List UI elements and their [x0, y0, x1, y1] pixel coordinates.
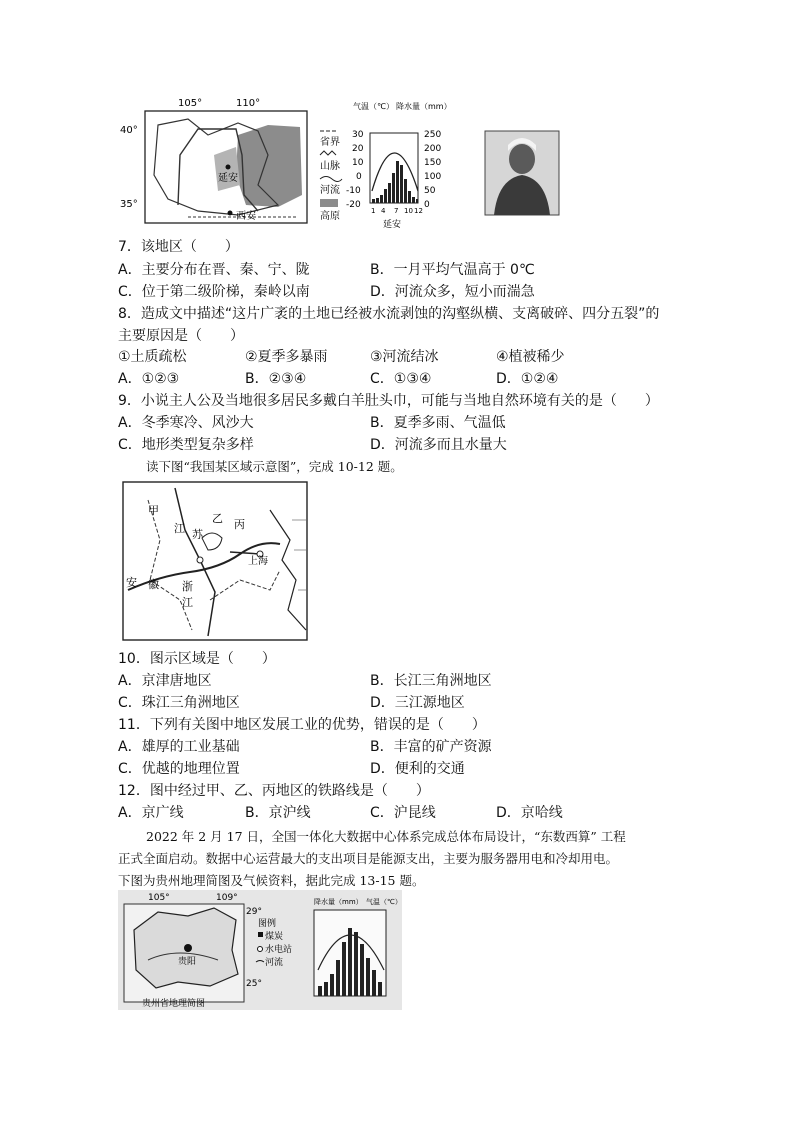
q9-option-b: B．夏季多雨、气温低 [370, 415, 506, 431]
q7-option-a: A．主要分布在晋、秦、宁、陇 [118, 262, 310, 278]
q12-stem: 12．图中经过甲、乙、丙地区的铁路线是（ ） [118, 783, 430, 799]
q7-stem: 7．该地区（ ） [118, 239, 239, 255]
g-legend-coal: 煤炭 [265, 932, 284, 942]
svg-text:20: 20 [352, 144, 364, 154]
lat-label-35: 35° [120, 199, 138, 210]
label-shanghai: 上海 [248, 556, 268, 567]
q7-option-c: C．位于第二级阶梯，秦岭以南 [118, 284, 310, 300]
g-legend-river: 河流 [265, 958, 284, 968]
figure-yangtze-delta-map [120, 480, 310, 644]
svg-text:150: 150 [424, 158, 442, 168]
q11-option-c: C．优越的地理位置 [118, 761, 240, 777]
q10-option-d: D．三江源地区 [370, 695, 465, 711]
svg-text:12: 12 [414, 207, 423, 215]
q10-stem: 10．图示区域是（ ） [118, 651, 276, 667]
figure-guizhou-map-climate [118, 890, 402, 1010]
q9-stem: 9．小说主人公及当地很多居民多戴白羊肚头巾，可能与当地自然环境有关的是（ ） [118, 393, 659, 409]
q10-option-c: C．珠江三角洲地区 [118, 695, 240, 711]
svg-text:250: 250 [424, 130, 442, 140]
q8-statement-4: ④植被稀少 [496, 349, 565, 365]
legend-plateau: 高原 [320, 211, 340, 222]
svg-text:10: 10 [404, 207, 413, 215]
g-precip-label: 降水量（mm） [314, 898, 363, 906]
q11-stem: 11．下列有关图中地区发展工业的优势，错误的是（ ） [118, 717, 486, 733]
svg-text:-10: -10 [346, 186, 361, 196]
g-lon-109: 109° [216, 893, 238, 903]
place-xian: 西安 [236, 211, 256, 222]
climate-temp-label: 气温（℃） [353, 102, 394, 111]
q8-stem-line1: 8．造成文中描述“这片广袤的土地已经被水流剥蚀的沟壑纵横、支离破碎、四分五裂”的 [118, 306, 660, 322]
g-temp-label: 气温（℃） [366, 898, 402, 906]
q11-option-a: A．雄厚的工业基础 [118, 739, 240, 755]
svg-text:0: 0 [424, 200, 430, 210]
passage-line2: 正式全面启动。数据中心运营最大的支出项目是能源支出，主要为服务器用电和冷却用电。 [118, 851, 619, 866]
q9-option-a: A．冬季寒冷、风沙大 [118, 415, 254, 431]
q8-option-b: B．②③④ [245, 371, 307, 387]
q8-statement-2: ②夏季多暴雨 [245, 349, 328, 365]
label-su: 苏 [192, 528, 203, 541]
label-jiang2: 江 [182, 596, 193, 609]
q12-option-b: B．京沪线 [245, 805, 311, 821]
svg-text:4: 4 [381, 207, 386, 215]
figure-loess-region [118, 95, 588, 235]
svg-text:1: 1 [371, 207, 376, 215]
label-yi: 乙 [212, 512, 223, 525]
lon-label-105: 105° [178, 98, 203, 109]
q11-option-b: B．丰富的矿产资源 [370, 739, 492, 755]
climate-precip-label: 降水量（mm） [396, 102, 452, 111]
q8-option-d: D．①②④ [496, 371, 559, 387]
g-lat-29: 29° [246, 907, 262, 917]
q8-statement-3: ③河流结冰 [370, 349, 439, 365]
q12-option-a: A．京广线 [118, 805, 184, 821]
svg-text:7: 7 [394, 207, 399, 215]
svg-text:50: 50 [424, 186, 436, 196]
svg-text:30: 30 [352, 130, 364, 140]
svg-text:200: 200 [424, 144, 442, 154]
svg-text:10: 10 [352, 158, 364, 168]
q8-option-a: A．①②③ [118, 371, 180, 387]
passage-line1: 2022 年 2 月 17 日，全国一体化大数据中心体系完成总体布局设计，“东数西算” 工程 [146, 829, 626, 844]
q11-option-d: D．便利的交通 [370, 761, 465, 777]
q9-option-c: C．地形类型复杂多样 [118, 437, 254, 453]
lon-label-110: 110° [236, 98, 261, 109]
yanan-climate-chart [346, 101, 452, 230]
svg-text:-20: -20 [346, 200, 361, 210]
map-legend [320, 131, 342, 222]
label-jia: 甲 [148, 504, 159, 517]
label-an: 安 [126, 576, 137, 589]
g-caption: 贵州省地理简图 [142, 999, 206, 1009]
q12-option-d: D．京哈线 [496, 805, 563, 821]
svg-text:100: 100 [424, 172, 442, 182]
q8-option-c: C．①③④ [370, 371, 432, 387]
legend-mountain: 山脉 [320, 161, 340, 172]
q10-option-b: B．长江三角洲地区 [370, 673, 492, 689]
g-lon-105: 105° [148, 893, 170, 903]
q7-option-b: B．一月平均气温高于 0℃ [370, 262, 535, 278]
q8-statement-1: ①土质疏松 [118, 349, 187, 365]
loess-plateau-map [120, 98, 307, 223]
intro-q10-12: 读下图“我国某区域示意图”，完成 10-12 题。 [146, 459, 403, 474]
g-city-guiyang: 贵阳 [178, 957, 197, 967]
label-bing: 丙 [234, 518, 245, 531]
place-yanan: 延安 [218, 173, 238, 184]
legend-river: 河流 [320, 185, 340, 196]
g-legend-hydro: 水电站 [265, 945, 293, 955]
q9-option-d: D．河流多而且水量大 [370, 437, 507, 453]
q7-option-d: D．河流众多，短小而湍急 [370, 284, 535, 300]
g-legend-title: 图例 [258, 919, 277, 929]
legend-province-border: 省界 [320, 137, 340, 148]
portrait-photo [485, 131, 559, 215]
label-jiang: 江 [174, 522, 185, 535]
svg-text:0: 0 [356, 172, 362, 182]
label-zhe: 浙 [182, 580, 193, 593]
g-lat-25: 25° [246, 979, 262, 989]
passage-line3: 下图为贵州地理简图及气候资料，据此完成 13-15 题。 [118, 873, 425, 888]
lat-label-40: 40° [120, 125, 138, 136]
q12-option-c: C．沪昆线 [370, 805, 436, 821]
climate-station: 延安 [383, 220, 402, 230]
q10-option-a: A．京津唐地区 [118, 673, 212, 689]
label-hui: 徽 [148, 578, 159, 591]
q8-stem-line2: 主要原因是（ ） [118, 328, 244, 344]
